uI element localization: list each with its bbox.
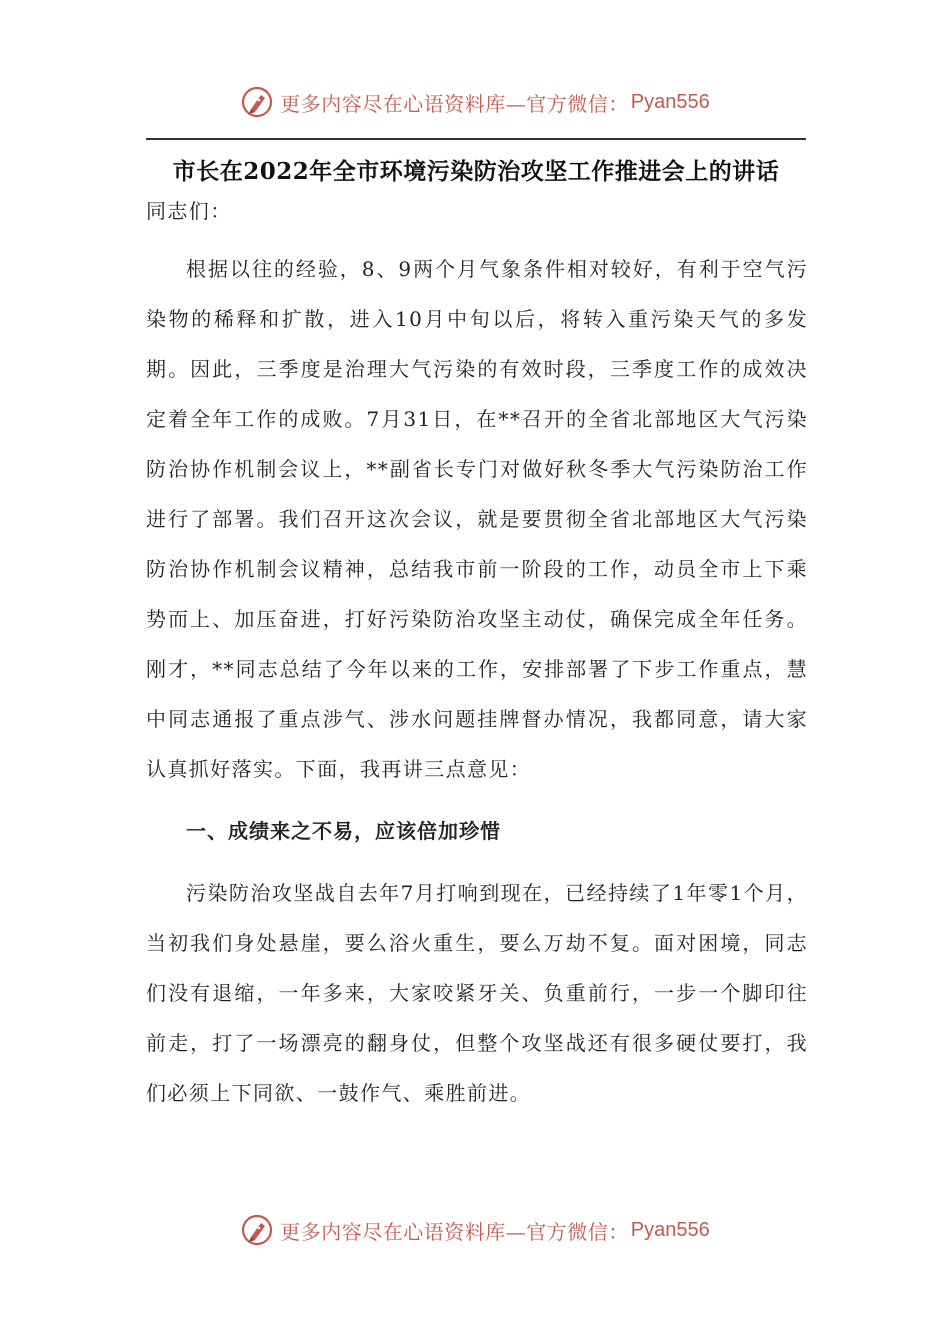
pen-nib-logo-icon — [240, 1213, 274, 1247]
section-heading-1: 一、成绩来之不易，应该倍加珍惜 — [186, 819, 501, 843]
footer-banner — [0, 1208, 950, 1252]
paragraph-1: 根据以往的经验，8、9两个月气象条件相对较好，有利于空气污染物的稀释和扩散，进入10月中旬以后，将转入重污染天气的多发期。因此，三季度是治理大气污染的有效时段，三季度工作的成效决定着全年工作的成败。7月31日，在**召开的全省北部地区大气污染防治协作机制会议上，**副省长专门对做好秋冬季大气污染防治工作进行了部署。我们召开这次会议，就是要贯彻全省北部地区大气污染防治协作机制会议精神，总结我市前一阶段的工作，动员全市上下乘势而上、加压奋进，打好污染防治攻坚主动仗，确保完成全年任务。刚才，**同志总结了今年以来的工作，安排部署了下步工作重点，慧中同志通报了重点涉气、涉水问题挂牌督办情况，我都同意，请大家认真抓好落实。下面，我再讲三点意见： — [146, 257, 808, 781]
document-body — [146, 186, 808, 1130]
document-title: 市长在2022年全市环境污染防治攻坚工作推进会上的讲话 — [172, 158, 780, 185]
header-divider — [146, 138, 806, 140]
wechat-id: Pyan556 — [630, 90, 710, 113]
paragraph-2: 污染防治攻坚战自去年7月打响到现在，已经持续了1年零1个月，当初我们身处悬崖，要么浴火重生，要么万劫不复。面对困境，同志们没有退缩，一年多来，大家咬紧牙关、负重前行，一步一个脚印往前走，打了一场漂亮的翻身仗，但整个攻坚战还有很多硬仗要打，我们必须上下同欲、一鼓作气、乘胜前进。 — [146, 881, 808, 1105]
banner-text: 更多内容尽在心语资料库—官方微信： — [280, 91, 629, 116]
wechat-id: Pyan556 — [630, 1218, 710, 1241]
banner-text: 更多内容尽在心语资料库—官方微信： — [280, 1219, 629, 1244]
pen-nib-logo-icon — [240, 85, 274, 119]
header-banner — [0, 80, 950, 124]
salutation: 同志们： — [146, 199, 232, 223]
